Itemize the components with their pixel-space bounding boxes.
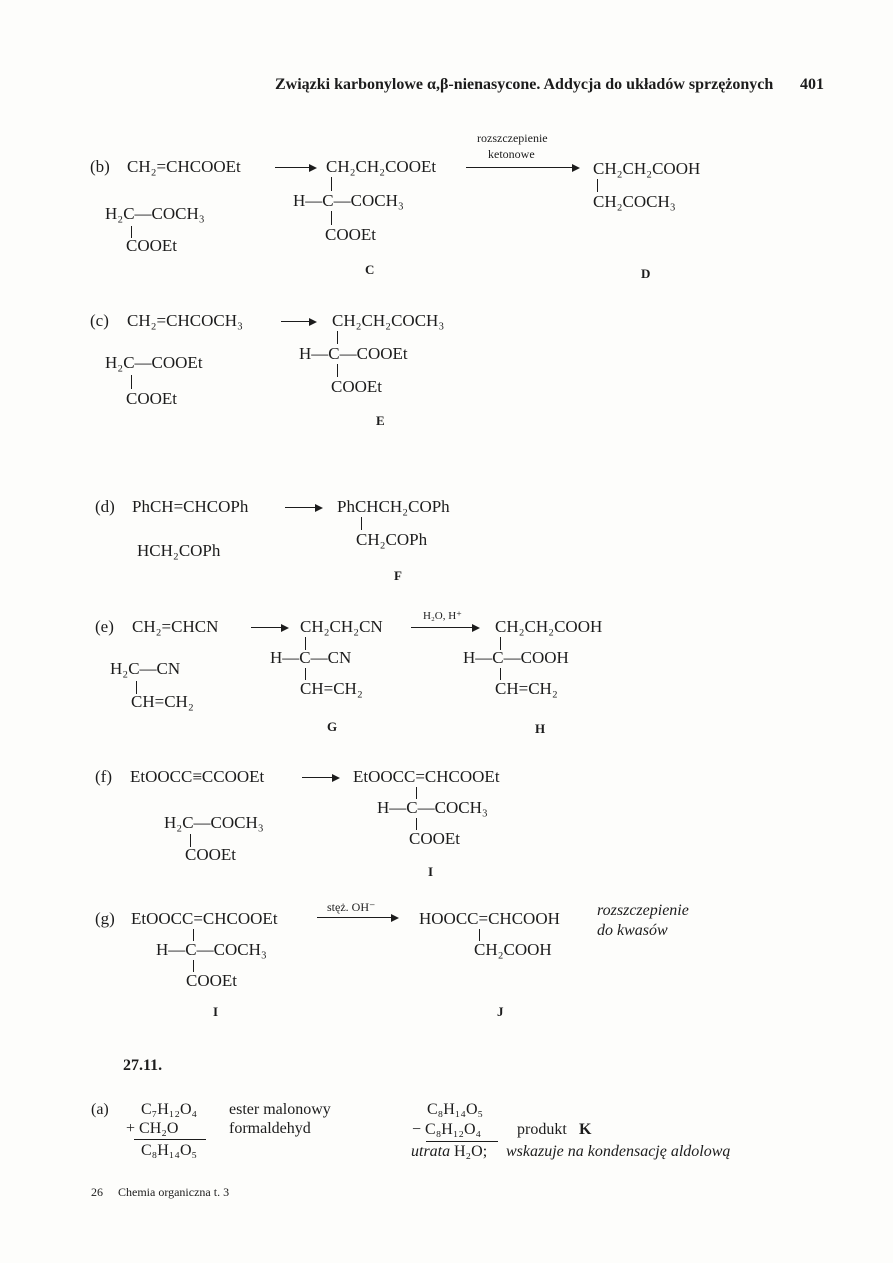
- f-product-line3: COOEt: [409, 829, 460, 848]
- e-final-line1: CH₂CH₂COOH: [495, 617, 603, 636]
- c-product-label: E: [376, 413, 385, 428]
- right-note-b: H₂O;: [454, 1143, 488, 1160]
- e-product-line2: H—C—CN: [270, 648, 352, 667]
- footer-book: Chemia organiczna t. 3: [118, 1185, 230, 1199]
- right-note-c: wskazuje na kondensację aldolową: [506, 1143, 731, 1160]
- d-product-label: F: [394, 568, 402, 583]
- f-product-label: I: [428, 864, 434, 879]
- d-tag: (d): [95, 497, 115, 516]
- d-reagent1: PhCH=CHCOPh: [132, 497, 249, 516]
- d-product-bond: [361, 517, 362, 530]
- right-sub-line: [426, 1141, 498, 1142]
- b-product-line3: COOEt: [325, 225, 376, 244]
- e-product-line1: CH₂CH₂CN: [300, 617, 383, 636]
- e-product-label: G: [327, 719, 338, 734]
- e-arrow1: [251, 627, 287, 628]
- g-product-line2: CH₂COOH: [474, 940, 552, 959]
- right-note-a: utrata: [411, 1143, 451, 1160]
- c-reagent2-bond: [131, 375, 132, 389]
- e-product-line3: CH=CH₂: [300, 679, 363, 698]
- c-reagent2-bottom: COOEt: [126, 389, 177, 408]
- b-reagent1: CH₂=CHCOOEt: [127, 157, 241, 176]
- page-number: 401: [800, 76, 824, 93]
- f-reagent2-top: H₂C—COCH₃: [164, 813, 264, 832]
- g-reagent-line1: EtOOCC=CHCOOEt: [131, 909, 278, 928]
- e-tag: (e): [95, 617, 114, 636]
- left-sum-line: [134, 1139, 206, 1140]
- e-reagent2-top: H₂C—CN: [110, 659, 181, 678]
- d-arrow: [285, 507, 321, 508]
- e-final-label: H: [535, 721, 546, 736]
- c-product-line2: H—C—COOEt: [299, 344, 408, 363]
- c-product-line1: CH₂CH₂COCH₃: [332, 311, 445, 330]
- left-row1-name: ester malonowy: [229, 1101, 331, 1118]
- b-product-line1: CH₂CH₂COOEt: [326, 157, 437, 176]
- b-reagent2-top: H₂C—COCH₃: [105, 204, 205, 223]
- footer-sheet: 26: [91, 1185, 103, 1199]
- b-final-bond: [597, 179, 598, 192]
- g-product-label: J: [497, 1004, 504, 1019]
- c-reagent1: CH₂=CHCOCH₃: [127, 311, 243, 330]
- c-product-bond2: [337, 364, 338, 377]
- g-arrow: [317, 917, 397, 918]
- b-arrow2-label-bottom: ketonowe: [488, 147, 535, 161]
- f-arrow: [302, 777, 338, 778]
- b-final-label: D: [641, 266, 651, 281]
- e-arrow2-label: H₂O, H⁺: [423, 610, 462, 622]
- b-arrow1: [275, 167, 315, 168]
- g-tag: (g): [95, 909, 115, 928]
- c-reagent2-top: H₂C—COOEt: [105, 353, 203, 372]
- problem-part: (a): [91, 1101, 109, 1118]
- b-final-line2: CH₂COCH₃: [593, 192, 676, 211]
- right-row2: − C₈H₁₂O₄: [412, 1121, 482, 1138]
- f-reagent2-bottom: COOEt: [185, 845, 236, 864]
- b-arrow2: [466, 167, 578, 168]
- left-row2-formula: + CH₂O: [126, 1120, 179, 1137]
- e-reagent2-bottom: CH=CH₂: [131, 692, 194, 711]
- right-row1: C₈H₁₄O₅: [427, 1101, 484, 1118]
- e-reagent1: CH₂=CHCN: [132, 617, 219, 636]
- c-tag: (c): [90, 311, 109, 330]
- b-product-line2: H—C—COCH₃: [293, 191, 404, 210]
- b-reagent2-bottom: COOEt: [126, 236, 177, 255]
- f-product-line2: H—C—COCH₃: [377, 798, 488, 817]
- e-arrow2: [411, 627, 478, 628]
- g-reagent-line3: COOEt: [186, 971, 237, 990]
- d-product-line1: PhCHCH₂COPh: [337, 497, 450, 516]
- left-result: C₈H₁₄O₅: [141, 1142, 198, 1159]
- c-product-line3: COOEt: [331, 377, 382, 396]
- g-arrow-label: stęż. OH⁻: [327, 900, 376, 914]
- problem-number: 27.11.: [123, 1057, 163, 1074]
- g-note-line1: rozszczepienie: [597, 902, 689, 919]
- d-product-line2: CH₂COPh: [356, 530, 428, 549]
- g-reagent-label: I: [213, 1004, 219, 1019]
- right-row2-name: produkt: [517, 1121, 567, 1138]
- b-product-bond2: [331, 211, 332, 225]
- left-row2-name: formaldehyd: [229, 1120, 311, 1137]
- right-row2-tag: K: [579, 1121, 592, 1138]
- e-final-line3: CH=CH₂: [495, 679, 558, 698]
- b-final-line1: CH₂CH₂COOH: [593, 159, 701, 178]
- e-final-line2: H—C—COOH: [463, 648, 569, 667]
- d-reagent2: HCH₂COPh: [137, 541, 221, 560]
- b-tag: (b): [90, 157, 110, 176]
- g-note-line2: do kwasów: [597, 922, 668, 939]
- b-product-bond1: [331, 177, 332, 191]
- c-arrow: [281, 321, 315, 322]
- running-title: Związki karbonylowe α,β-nienasycone. Addycja do układów sprzężonych: [275, 76, 774, 93]
- g-reagent-line2: H—C—COCH₃: [156, 940, 267, 959]
- b-arrow2-label-top: rozszczepienie: [477, 131, 548, 145]
- f-product-line1: EtOOCC=CHCOOEt: [353, 767, 500, 786]
- g-product-line1: HOOCC=CHCOOH: [419, 909, 560, 928]
- b-product-label: C: [365, 262, 375, 277]
- c-product-bond1: [337, 331, 338, 344]
- left-row1-formula: C₇H₁₂O₄: [141, 1101, 198, 1118]
- f-reagent1: EtOOCC≡CCOOEt: [130, 767, 265, 786]
- f-tag: (f): [95, 767, 112, 786]
